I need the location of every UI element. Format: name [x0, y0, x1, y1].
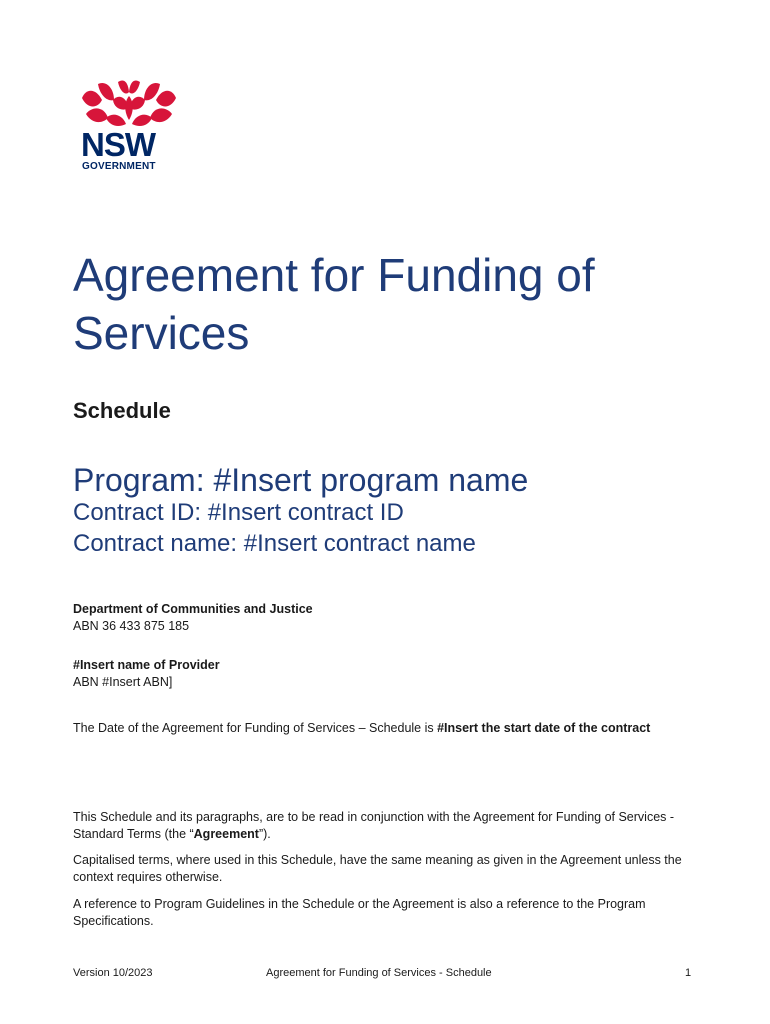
paragraph-1-text-before: This Schedule and its paragraphs, are to be read in conjunction with the Agreement for Funding of Services - Standard Terms (the “: [73, 810, 675, 841]
logo-subtext: GOVERNMENT: [82, 161, 156, 172]
contract-id-line: Contract ID: #Insert contract ID: [73, 499, 404, 526]
footer-version: Version 10/2023: [73, 967, 153, 979]
paragraph-capitalised-terms: Capitalised terms, where used in this Schedule, have the same meaning as given in the Agreement unless the context requires otherwise.: [73, 853, 682, 884]
title-line-1: Agreement for Funding of: [73, 249, 595, 301]
provider-name: #Insert name of Provider: [73, 658, 220, 672]
paragraph-program-guidelines: A reference to Program Guidelines in the Schedule or the Agreement is also a reference to the Program Specifications.: [73, 897, 646, 928]
agreement-date-statement: [73, 720, 673, 737]
paragraph-conjunction: [73, 809, 693, 843]
department-name: Department of Communities and Justice: [73, 602, 313, 616]
title-line-2: Services: [73, 307, 250, 359]
schedule-heading: Schedule: [73, 398, 171, 423]
footer-page-number: 1: [685, 967, 692, 979]
date-statement-placeholder: #Insert the start date of the contract: [437, 721, 651, 735]
logo-brand-text: NSW: [81, 126, 155, 163]
provider-block: [73, 657, 220, 691]
document-title: [73, 246, 713, 362]
department-abn: ABN 36 433 875 185: [73, 619, 190, 633]
program-line: Program: #Insert program name: [73, 462, 529, 498]
paragraph-1-text-after: ”).: [258, 827, 271, 841]
provider-abn: ABN #Insert ABN]: [73, 675, 173, 689]
date-statement-prefix: The Date of the Agreement for Funding of Services – Schedule is: [73, 721, 438, 735]
footer-title: Agreement for Funding of Services - Schedule: [266, 967, 492, 979]
contract-name-line: Contract name: #Insert contract name: [73, 530, 476, 557]
department-block: [73, 601, 313, 635]
paragraph-1-defined-term: Agreement: [193, 827, 259, 841]
waratah-icon: [80, 78, 178, 130]
